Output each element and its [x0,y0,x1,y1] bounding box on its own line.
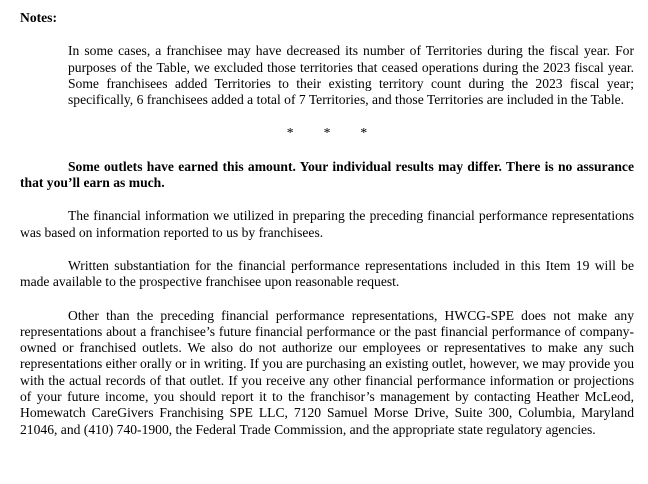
section-separator [20,125,634,141]
notes-heading: Notes: [20,10,57,25]
note-text: In some cases, a franchisee may have decreased its number of Territories during the fiscal year. For purposes of the Table, we excluded those territories that ceased operations during the 2023 fiscal year. Some franchisees added Territories to their existing territory count during the 2023 fiscal year; specifically, 6 franchisees added a total of 7 Territories, and those Territories are included in the Table. [68,43,634,108]
note-item-1 [20,43,634,108]
earnings-warning: Some outlets have earned this amount. Your individual results may differ. There is no assurance that you’ll earn as much. [20,158,634,191]
paragraph-other-representations: Other than the preceding financial performance representations, HWCG-SPE does not make any representations about a franchisee’s future financial performance or the past financial performance of company-owned or franchised outlets. We also do not authorize our employees or representatives to make any such representations either orally or in writing. If you are purchasing an existing outlet, however, we may provide you with the actual records of that outlet. If you receive any other financial performance information or projections of your future income, you should report it to the franchisor’s management by contacting Heather McLeod, Homewatch CareGivers Franchising SPE LLC, 7120 Samuel Morse Drive, Suite 300, Columbia, Maryland 21046, and (410) 740-1900, the Federal Trade Commission, and the appropriate state regulatory agencies. [20,307,635,437]
note-number [20,43,68,59]
separator-star: * [360,125,368,141]
separator-star: * [286,125,294,141]
paragraph-information-source: The financial information we utilized in preparing the preceding financial performance representations was based on information reported to us by franchisees. [20,208,634,240]
document-page [20,10,634,438]
separator-star: * [323,125,331,141]
paragraph-substantiation: Written substantiation for the financial performance representations included in this Item 19 will be made available to the prospective franchisee upon reasonable request. [20,257,634,290]
